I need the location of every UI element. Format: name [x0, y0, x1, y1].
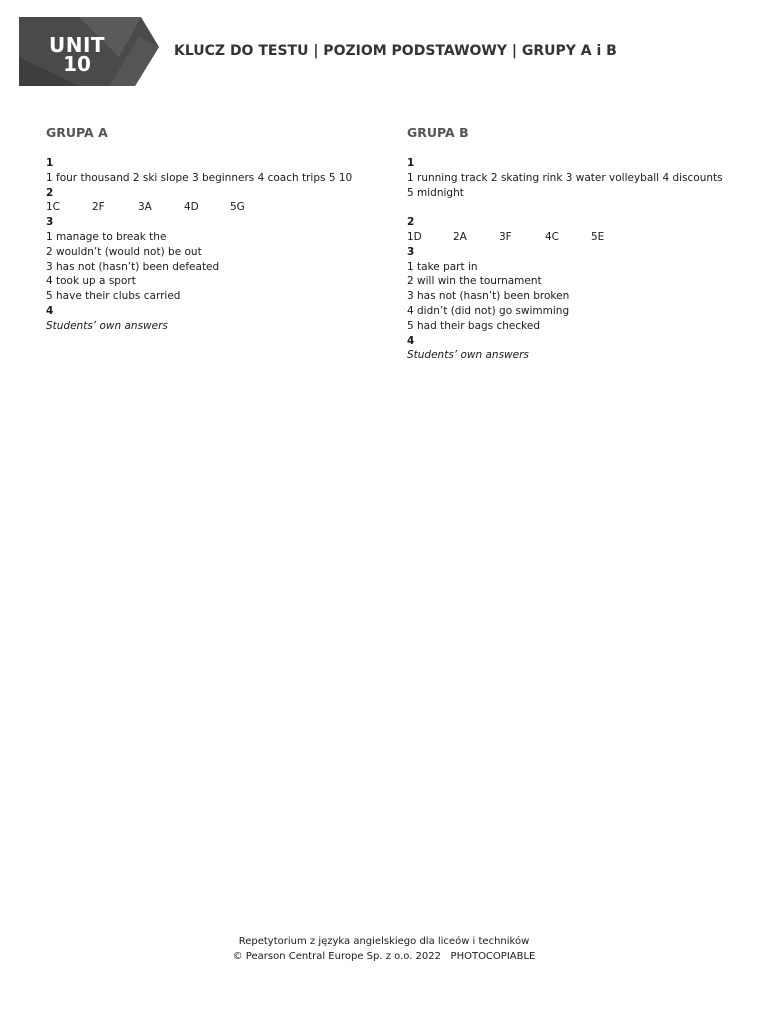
answer-item: 2A: [453, 230, 467, 243]
list-item: 2 will win the tournament: [407, 275, 542, 288]
list-item: 2 wouldn’t (would not) be out: [46, 245, 202, 258]
answer-item: 1C: [46, 201, 61, 214]
answer-item: 3A: [138, 201, 152, 214]
group-b-title: GRUPA B: [407, 125, 469, 140]
group-b-section-4-number: 4: [407, 334, 415, 347]
unit-label: UNIT: [48, 33, 106, 57]
answer-item: 4D: [184, 201, 199, 214]
group-a-title: GRUPA A: [46, 125, 108, 140]
unit-badge: [19, 17, 159, 86]
answer-item: 4C: [545, 230, 560, 243]
list-item: 4 didn’t (did not) go swimming: [407, 304, 570, 317]
list-item: 5 had their bags checked: [407, 319, 540, 332]
group-a-section-2-number: 2: [46, 186, 54, 199]
list-item: 1 manage to break the: [46, 230, 167, 243]
group-b-section-3-number: 3: [407, 245, 415, 258]
group-a-section-2-answers: [46, 200, 376, 215]
footer: [0, 934, 768, 964]
group-a-column: [46, 126, 376, 334]
answer-item: 2F: [92, 201, 105, 214]
page-title: KLUCZ DO TESTU | POZIOM PODSTAWOWY | GRUPY A i B: [174, 43, 617, 59]
group-a-section-4-answer: Students’ own answers: [46, 319, 168, 332]
list-item: 3 has not (hasn’t) been defeated: [46, 260, 220, 273]
group-a-section-1-number: 1: [46, 157, 54, 169]
group-b-section-1-number: 1: [407, 157, 415, 169]
spacer: [407, 200, 737, 215]
group-b-section-1-answers-line-1: 1 running track 2 skating rink 3 water volleyball 4 discounts: [407, 171, 723, 184]
group-a-section-1-answers: 1 four thousand 2 ski slope 3 beginners 4 coach trips 5 10: [46, 171, 353, 184]
group-b-section-2-number: 2: [407, 216, 415, 229]
unit-number: 10: [63, 52, 91, 76]
answer-item: 3F: [499, 230, 512, 243]
group-a-section-4-number: 4: [46, 304, 54, 317]
group-b-section-1-answers-line-2: 5 midnight: [407, 186, 464, 199]
list-item: 3 has not (hasn’t) been broken: [407, 290, 570, 303]
footer-line-1: Repetytorium z języka angielskiego dla liceów i techników: [238, 936, 530, 947]
group-a-section-3-number: 3: [46, 216, 54, 229]
list-item: 4 took up a sport: [46, 275, 136, 288]
group-b-section-4-answer: Students’ own answers: [407, 349, 529, 362]
list-item: 1 take part in: [407, 260, 478, 273]
answer-item: 5E: [591, 230, 605, 243]
group-b-column: [407, 126, 737, 363]
group-b-section-2-answers: [407, 230, 737, 245]
answer-item: 5G: [230, 201, 245, 214]
answer-item: 1D: [407, 230, 422, 243]
list-item: 5 have their clubs carried: [46, 290, 181, 303]
footer-line-2: © Pearson Central Europe Sp. z o.o. 2022 PHOTOCOPIABLE: [232, 951, 536, 962]
